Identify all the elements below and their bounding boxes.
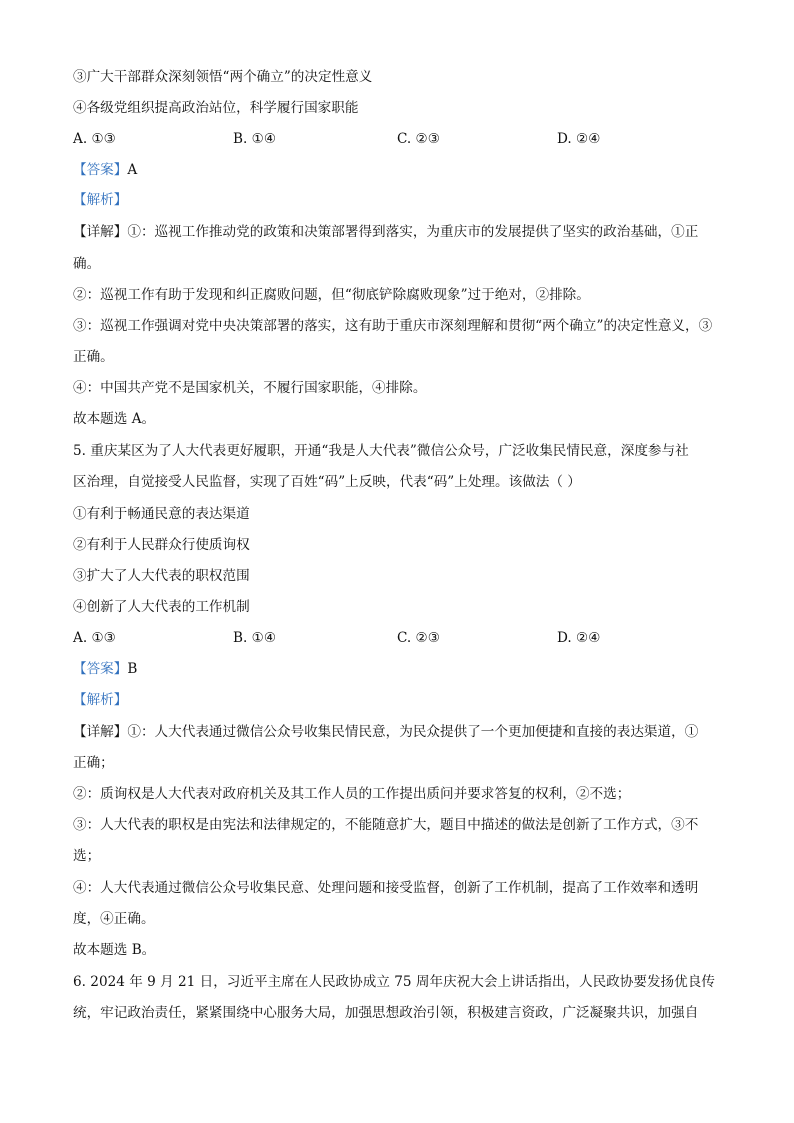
q4-detail-line-4: ③：巡视工作强调对党中央决策部署的落实，这有助于重庆市深刻理解和贯彻“两个确立”的决定性意义，③ (73, 318, 713, 334)
q5-option-c: C. ②③ (397, 630, 440, 646)
q4-statement-4: ④各级党组织提高政治站位，科学履行国家职能 (73, 100, 359, 116)
q4-options (73, 129, 733, 149)
answer-value: B (127, 661, 138, 677)
q4-option-a: A. ①③ (73, 131, 116, 147)
q5-answer (73, 659, 137, 679)
q4-detail-line-5: 正确。 (73, 349, 114, 365)
q5-option-a: A. ①③ (73, 630, 116, 646)
q5-statement-4: ④创新了人大代表的工作机制 (73, 599, 250, 615)
analysis-label: 【解析】 (73, 192, 128, 208)
q4-detail-line-3: ②：巡视工作有助于发现和纠正腐败问题，但“彻底铲除腐败现象”过于绝对，②排除。 (73, 287, 590, 303)
answer-value: A (127, 162, 138, 178)
q4-detail-line-2: 确。 (73, 256, 101, 272)
q4-detail-line-1 (73, 222, 698, 242)
analysis-label: 【解析】 (73, 692, 128, 708)
q6-stem-line-1: 6. 2024 年 9 月 21 日，习近平主席在人民政协成立 75 周年庆祝大会上讲话指出，人民政协要发扬优良传 (73, 974, 715, 990)
q5-detail-line-6: ④：人大代表通过微信公众号收集民意、处理问题和接受监督，创新了工作机制，提高了工作效率和透明 (73, 880, 699, 896)
q5-analysis-label (73, 690, 127, 710)
q4-analysis-label (73, 190, 127, 210)
answer-label: 【答案】 (73, 162, 128, 178)
q4-detail-line-6: ④：中国共产党不是国家机关，不履行国家职能，④排除。 (73, 380, 427, 396)
q6-stem-line-2: 统，牢记政治责任，紧紧围绕中心服务大局，加强思想政治引领，积极建言资政，广泛凝聚共识，加强自 (73, 1005, 699, 1021)
q5-options (73, 628, 733, 648)
q4-option-d: D. ②④ (557, 131, 601, 147)
q4-option-b: B. ①④ (233, 131, 277, 147)
q5-detail-line-4: ③：人大代表的职权是由宪法和法律规定的，不能随意扩大，题目中描述的做法是创新了工作方式，③不 (73, 817, 699, 833)
q5-detail-line-1 (73, 722, 698, 742)
q4-answer (73, 160, 137, 180)
q5-stem-line-2: 区治理，自觉接受人民监督，实现了百姓“码”上反映，代表“码”上处理。该做法（ ） (73, 474, 581, 490)
q5-option-d: D. ②④ (557, 630, 601, 646)
q5-detail-line-5: 选； (73, 848, 101, 864)
q5-stem-line-1: 5. 重庆某区为了人大代表更好履职，开通“我是人大代表”微信公众号，广泛收集民情民意，深度参与社 (73, 443, 689, 459)
detail-label: 【详解】 (73, 224, 128, 240)
q5-statement-3: ③扩大了人大代表的职权范围 (73, 568, 250, 584)
q5-detail-line-3: ②：质询权是人大代表对政府机关及其工作人员的工作提出质问并要求答复的权利，②不选； (73, 786, 631, 802)
detail-text: ①：人大代表通过微信公众号收集民情民意，为民众提供了一个更加便捷和直接的表达渠道，① (127, 724, 699, 740)
q5-detail-line-2: 正确； (73, 755, 114, 771)
q4-conclusion: 故本题选 A。 (73, 411, 156, 427)
q5-detail-line-7: 度，④正确。 (73, 911, 155, 927)
q5-option-b: B. ①④ (233, 630, 277, 646)
q5-statement-2: ②有利于人民群众行使质询权 (73, 537, 250, 553)
detail-text: ①：巡视工作推动党的政策和决策部署得到落实，为重庆市的发展提供了坚实的政治基础，①正 (127, 224, 699, 240)
detail-label: 【详解】 (73, 724, 128, 740)
q5-conclusion: 故本题选 B。 (73, 942, 156, 958)
answer-label: 【答案】 (73, 661, 128, 677)
q4-option-c: C. ②③ (397, 131, 440, 147)
q5-statement-1: ①有利于畅通民意的表达渠道 (73, 506, 250, 522)
q4-statement-3: ③广大干部群众深刻领悟“两个确立”的决定性意义 (73, 69, 373, 85)
